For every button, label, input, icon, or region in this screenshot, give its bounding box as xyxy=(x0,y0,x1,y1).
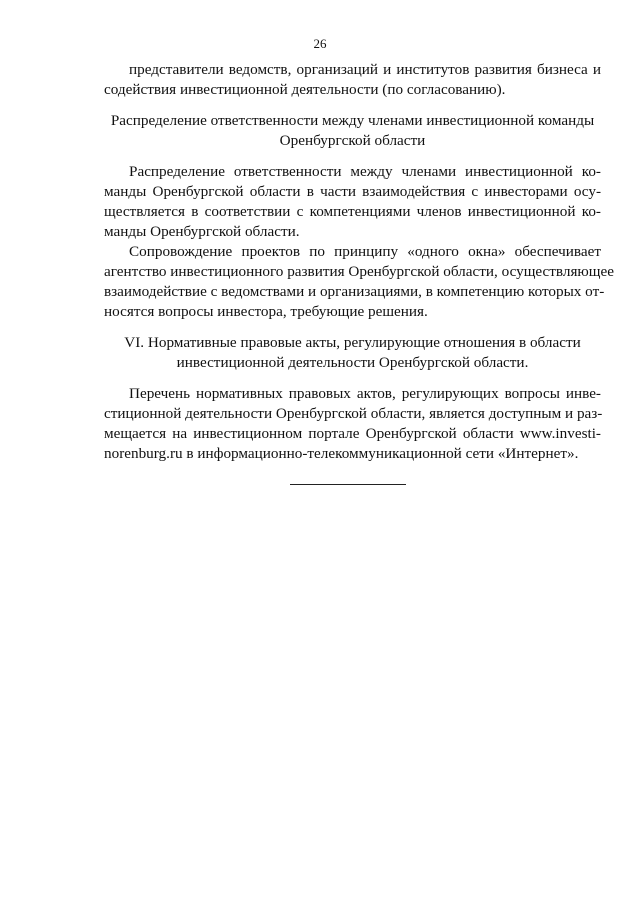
section-heading-responsibility-line-2: Оренбургской области xyxy=(279,132,426,149)
paragraph-line: мещается на инвестиционном портале Оренбургской области www.investi- xyxy=(104,425,601,442)
section-heading-vi-line-2: инвестиционной деятельности Оренбургской области. xyxy=(176,354,529,371)
page-number: 26 xyxy=(313,36,327,51)
paragraph-line: Распределение ответственности между членами инвестиционной ко- xyxy=(129,163,601,180)
paragraph-line: манды Оренбургской области в части взаимодействия с инвесторами осу- xyxy=(104,183,601,200)
paragraph-line: манды Оренбургской области. xyxy=(104,223,300,240)
closing-divider xyxy=(290,484,406,485)
paragraph-line: агентство инвестиционного развития Оренбургской области, осуществляющее xyxy=(104,263,614,280)
intro-line-1: представители ведомств, организаций и институтов развития бизнеса и xyxy=(129,61,601,78)
section-heading-vi: VI. Нормативные правовые акты, регулирующие отношения в области xyxy=(124,334,581,351)
paragraph-line: ществляется в соответствии с компетенциями членов инвестиционной ко- xyxy=(104,203,601,220)
paragraph-line: norenburg.ru в информационно-телекоммуникационной сети «Интернет». xyxy=(104,445,579,462)
paragraph-line: Перечень нормативных правовых актов, регулирующих вопросы инве- xyxy=(129,385,601,402)
intro-line-2: содействия инвестиционной деятельности (по согласованию). xyxy=(104,81,506,98)
paragraph-line: носятся вопросы инвестора, требующие решения. xyxy=(104,303,428,320)
paragraph-line: стиционной деятельности Оренбургской области, является доступным и раз- xyxy=(104,405,603,422)
paragraph-line: Сопровождение проектов по принципу «одного окна» обеспечивает xyxy=(129,243,601,260)
paragraph-line: взаимодействие с ведомствами и организациями, в компетенцию которых от- xyxy=(104,283,605,300)
section-heading-responsibility: Распределение ответственности между членами инвестиционной команды xyxy=(110,112,595,129)
